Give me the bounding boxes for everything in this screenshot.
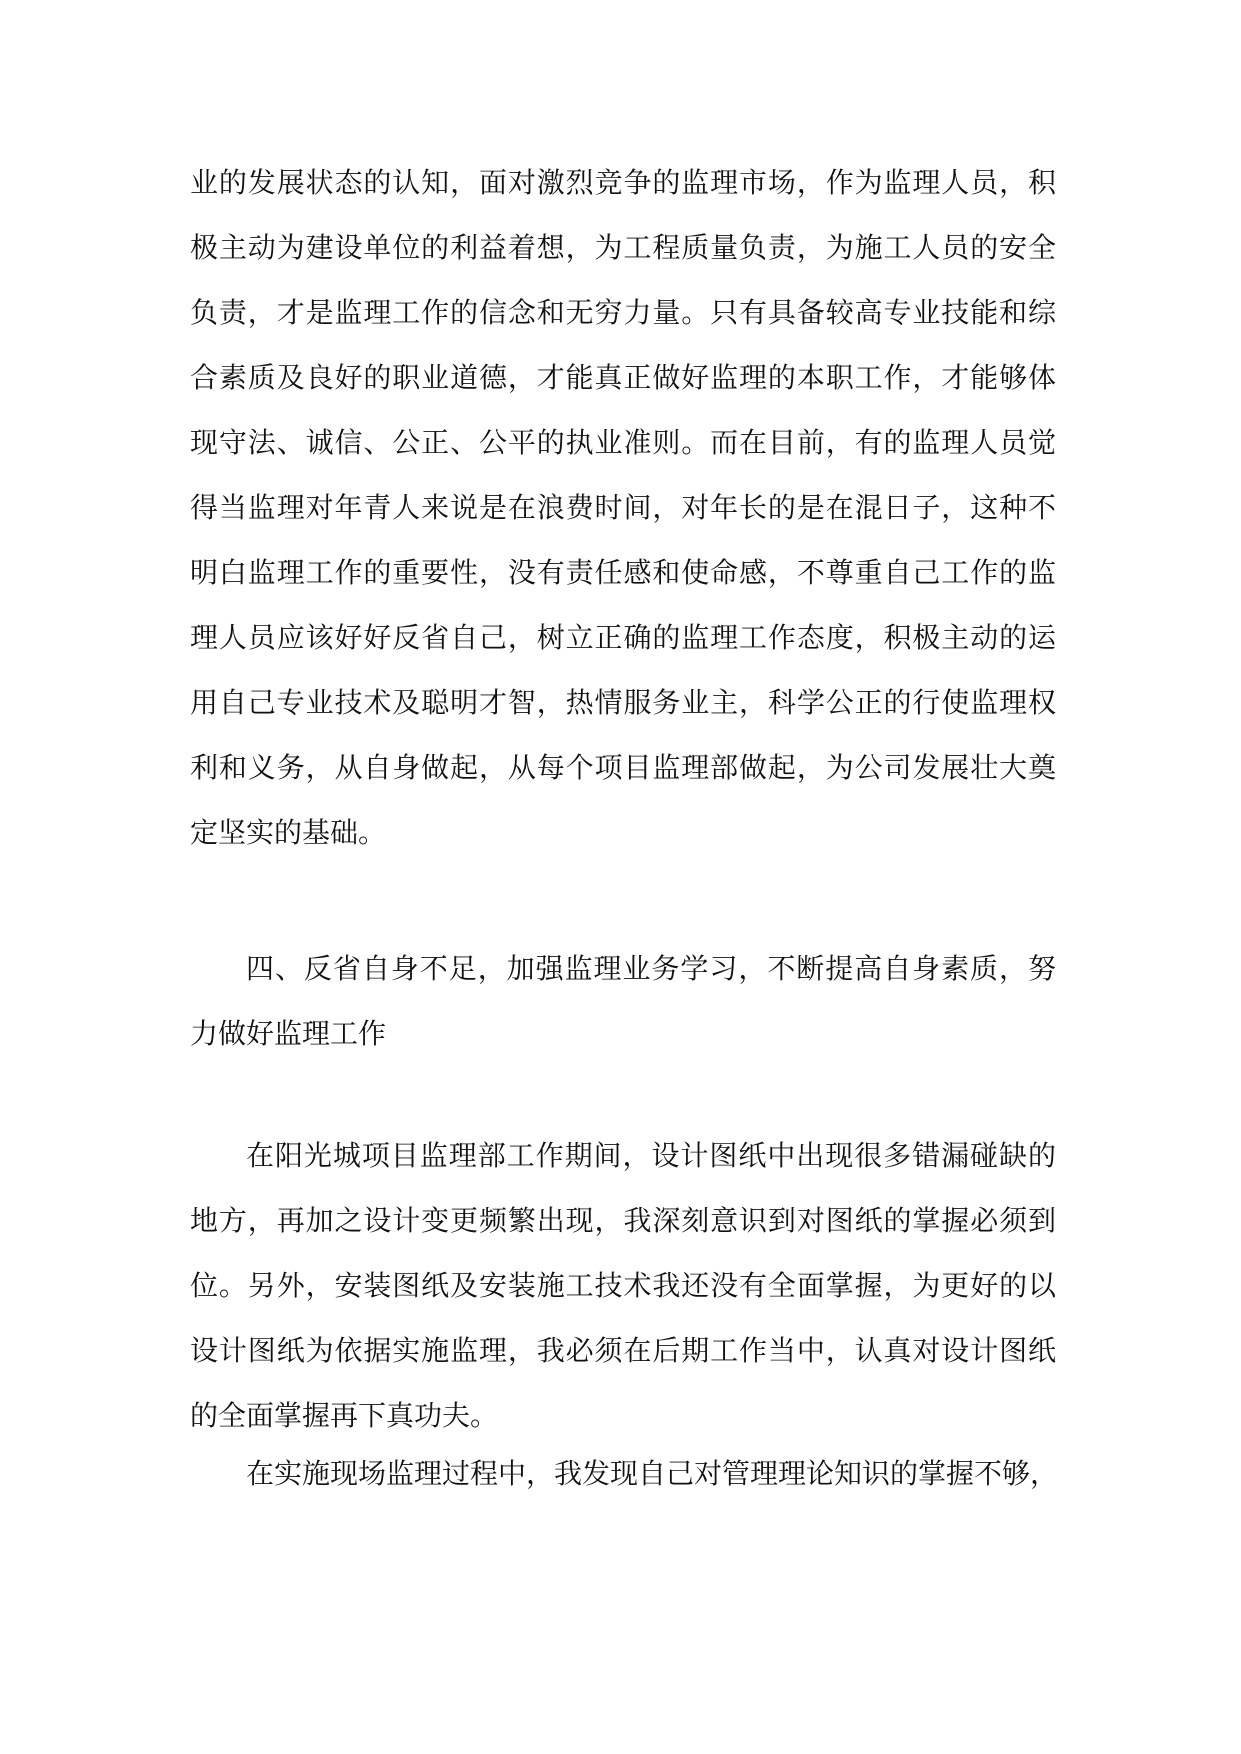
paragraph-site-supervision <box>190 1441 1059 1506</box>
paragraph-drawings <box>190 1123 1056 1448</box>
paragraph-supervision-attitude <box>190 150 1056 865</box>
text-line: 设计图纸为依据实施监理，我必须在后期工作当中，认真对设计图纸 <box>190 1334 1056 1367</box>
text-line: 业的发展状态的认知，面对激烈竞争的监理市场，作为监理人员，积 <box>190 166 1056 199</box>
heading-line: 力做好监理工作 <box>190 1017 387 1050</box>
text-line: 合素质及良好的职业道德，才能真正做好监理的本职工作，才能够体 <box>190 361 1056 394</box>
section-heading-four <box>190 936 1056 1066</box>
text-line: 的全面掌握再下真功夫。 <box>190 1399 499 1432</box>
text-line: 在实施现场监理过程中，我发现自己对管理理论知识的掌握不够， <box>246 1457 1059 1490</box>
text-line: 现守法、诚信、公正、公平的执业准则。而在目前，有的监理人员觉 <box>190 426 1056 459</box>
text-line: 理人员应该好好反省自己，树立正确的监理工作态度，积极主动的运 <box>190 621 1056 654</box>
text-line: 地方，再加之设计变更频繁出现，我深刻意识到对图纸的掌握必须到 <box>190 1204 1056 1237</box>
text-line: 用自己专业技术及聪明才智，热情服务业主，科学公正的行使监理权 <box>190 686 1056 719</box>
text-line: 位。另外，安装图纸及安装施工技术我还没有全面掌握，为更好的以 <box>190 1269 1056 1302</box>
text-line: 定坚实的基础。 <box>190 816 387 849</box>
text-line: 负责，才是监理工作的信念和无穷力量。只有具备较高专业技能和综 <box>190 296 1056 329</box>
text-line: 明白监理工作的重要性，没有责任感和使命感，不尊重自己工作的监 <box>190 556 1056 589</box>
text-line: 利和义务，从自身做起，从每个项目监理部做起，为公司发展壮大奠 <box>190 751 1056 784</box>
text-line: 极主动为建设单位的利益着想，为工程质量负责，为施工人员的安全 <box>190 231 1056 264</box>
text-line: 得当监理对年青人来说是在浪费时间，对年长的是在混日子，这种不 <box>190 491 1056 524</box>
text-line: 在阳光城项目监理部工作期间，设计图纸中出现很多错漏碰缺的 <box>246 1139 1056 1172</box>
heading-line: 四、反省自身不足，加强监理业务学习，不断提高自身素质，努 <box>246 952 1056 985</box>
